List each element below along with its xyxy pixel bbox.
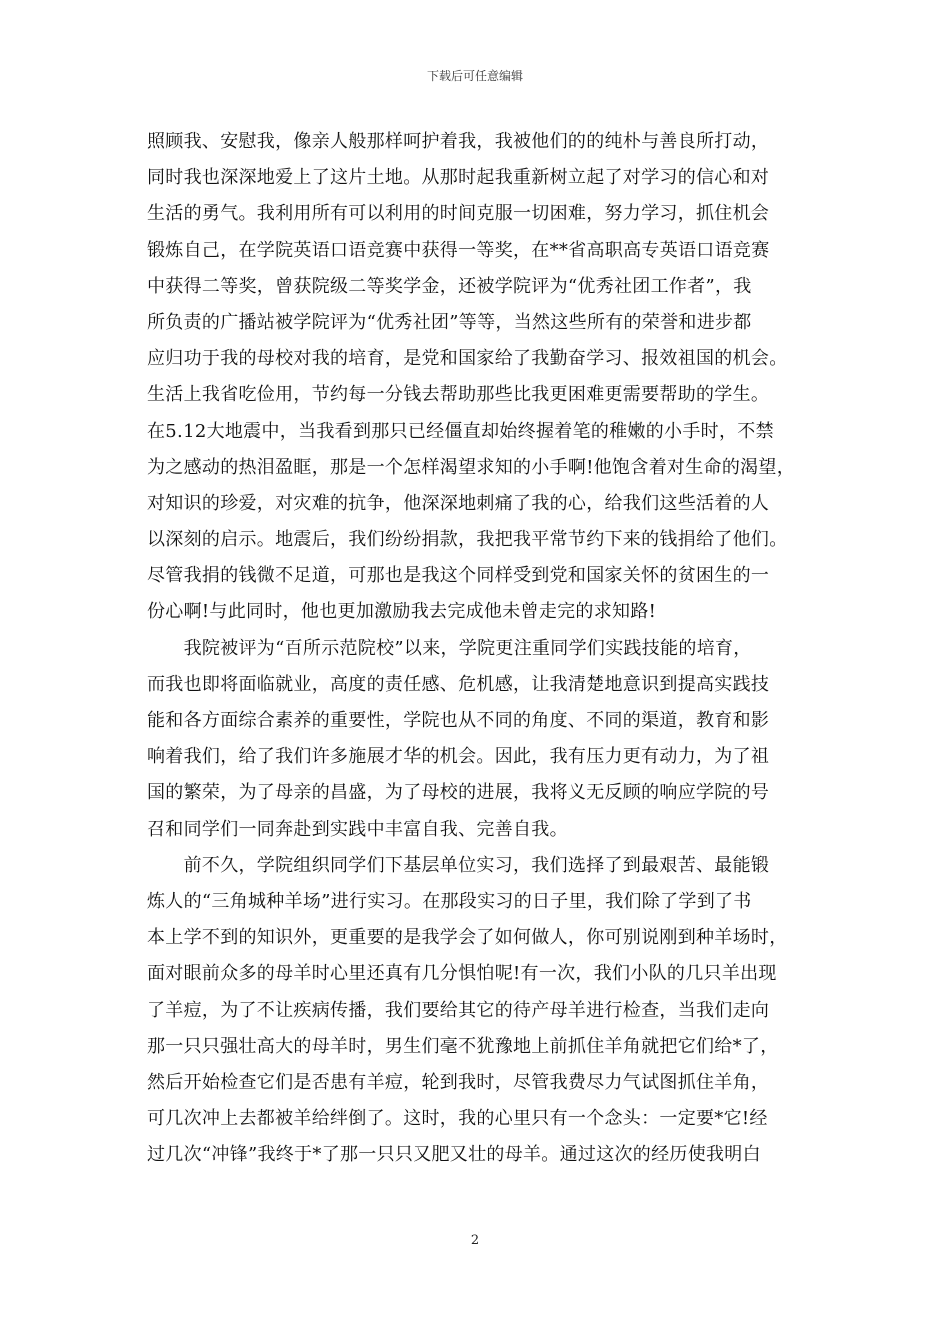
text-line: 中获得二等奖，曾获院级二等奖学金，还被学院评为“优秀社团工作者”，我 [147,275,752,297]
text-line: 所负责的广播站被学院评为“优秀社团”等等，当然这些所有的荣誉和进步都 [147,311,752,333]
text-line: 前不久，学院组织同学们下基层单位实习，我们选择了到最艰苦、最能锻 [147,854,770,876]
text-line: 在5.12大地震中，当我看到那只已经僵直却始终握着笔的稚嫩的小手时，不禁 [147,420,774,442]
text-line: 响着我们，给了我们许多施展才华的机会。因此，我有压力更有动力，为了祖 [147,746,770,768]
text-line: 可几次冲上去都被羊给绊倒了。这时，我的心里只有一个念头：一定要*它!经 [147,1108,768,1130]
text-line: 面对眼前众多的母羊时心里还真有几分惧怕呢!有一次，我们小队的几只羊出现 [147,963,777,985]
text-line: 而我也即将面临就业，高度的责任感、危机感，让我清楚地意识到提高实践技 [147,673,770,695]
text-line: 炼人的“三角城种羊场”进行实习。在那段实习的日子里，我们除了学到了书 [147,890,752,912]
text-line: 那一只只强壮高大的母羊时，男生们毫不犹豫地上前抓住羊角就把它们给*了， [147,1035,779,1057]
text-line: 以深刻的启示。地震后，我们纷纷捐款，我把我平常节约下来的钱捐给了他们。 [147,529,788,551]
text-line: 过几次“冲锋”我终于*了那一只只又肥又壮的母羊。通过这次的经历使我明白 [147,1144,761,1166]
text-line: 生活的勇气。我利用所有可以利用的时间克服一切困难，努力学习，抓住机会 [147,203,770,225]
text-line: 本上学不到的知识外，更重要的是我学会了如何做人，你可别说刚到种羊场时， [147,927,788,949]
text-line: 了羊痘，为了不让疾病传播，我们要给其它的待产母羊进行检查，当我们走向 [147,999,770,1021]
page-number: 2 [470,1233,480,1248]
text-line: 能和各方面综合素养的重要性，学院也从不同的角度、不同的渠道，教育和影 [147,710,770,731]
text-line: 我院被评为“百所示范院校”以来，学院更注重同学们实践技能的培育， [147,637,752,659]
text-line: 照顾我、安慰我，像亲人般那样呵护着我，我被他们的的纯朴与善良所打动， [147,131,770,152]
document-body [147,124,819,1173]
text-line: 国的繁荣，为了母亲的昌盛，为了母校的进展，我将义无反顾的响应学院的号 [147,782,770,804]
text-line: 为之感动的热泪盈眶，那是一个怎样渴望求知的小手啊!他饱含着对生命的渴望， [147,456,796,478]
text-line: 召和同学们一同奔赴到实践中丰富自我、完善自我。 [147,818,568,840]
text-line: 对知识的珍爱，对灾难的抗争，他深深地刺痛了我的心，给我们这些活着的人 [147,492,770,514]
text-line: 份心啊!与此同时，他也更加激励我去完成他未曾走完的求知路! [147,601,657,623]
text-line: 尽管我捐的钱微不足道，可那也是我这个同样受到党和国家关怀的贫困生的一 [147,565,770,587]
text-line: 然后开始检查它们是否患有羊痘，轮到我时，尽管我费尽力气试图抓住羊角， [147,1071,770,1093]
page-header: 下载后可任意编辑 [426,69,523,83]
text-line: 同时我也深深地爱上了这片土地。从那时起我重新树立起了对学习的信心和对 [147,167,770,189]
text-line: 锻炼自己，在学院英语口语竞赛中获得一等奖，在**省高职高专英语口语竞赛 [147,239,770,261]
text-line: 生活上我省吃俭用，节约每一分钱去帮助那些比我更困难更需要帮助的学生。 [147,384,770,406]
text-line: 应归功于我的母校对我的培育，是党和国家给了我勤奋学习、报效祖国的机会。 [147,348,788,370]
